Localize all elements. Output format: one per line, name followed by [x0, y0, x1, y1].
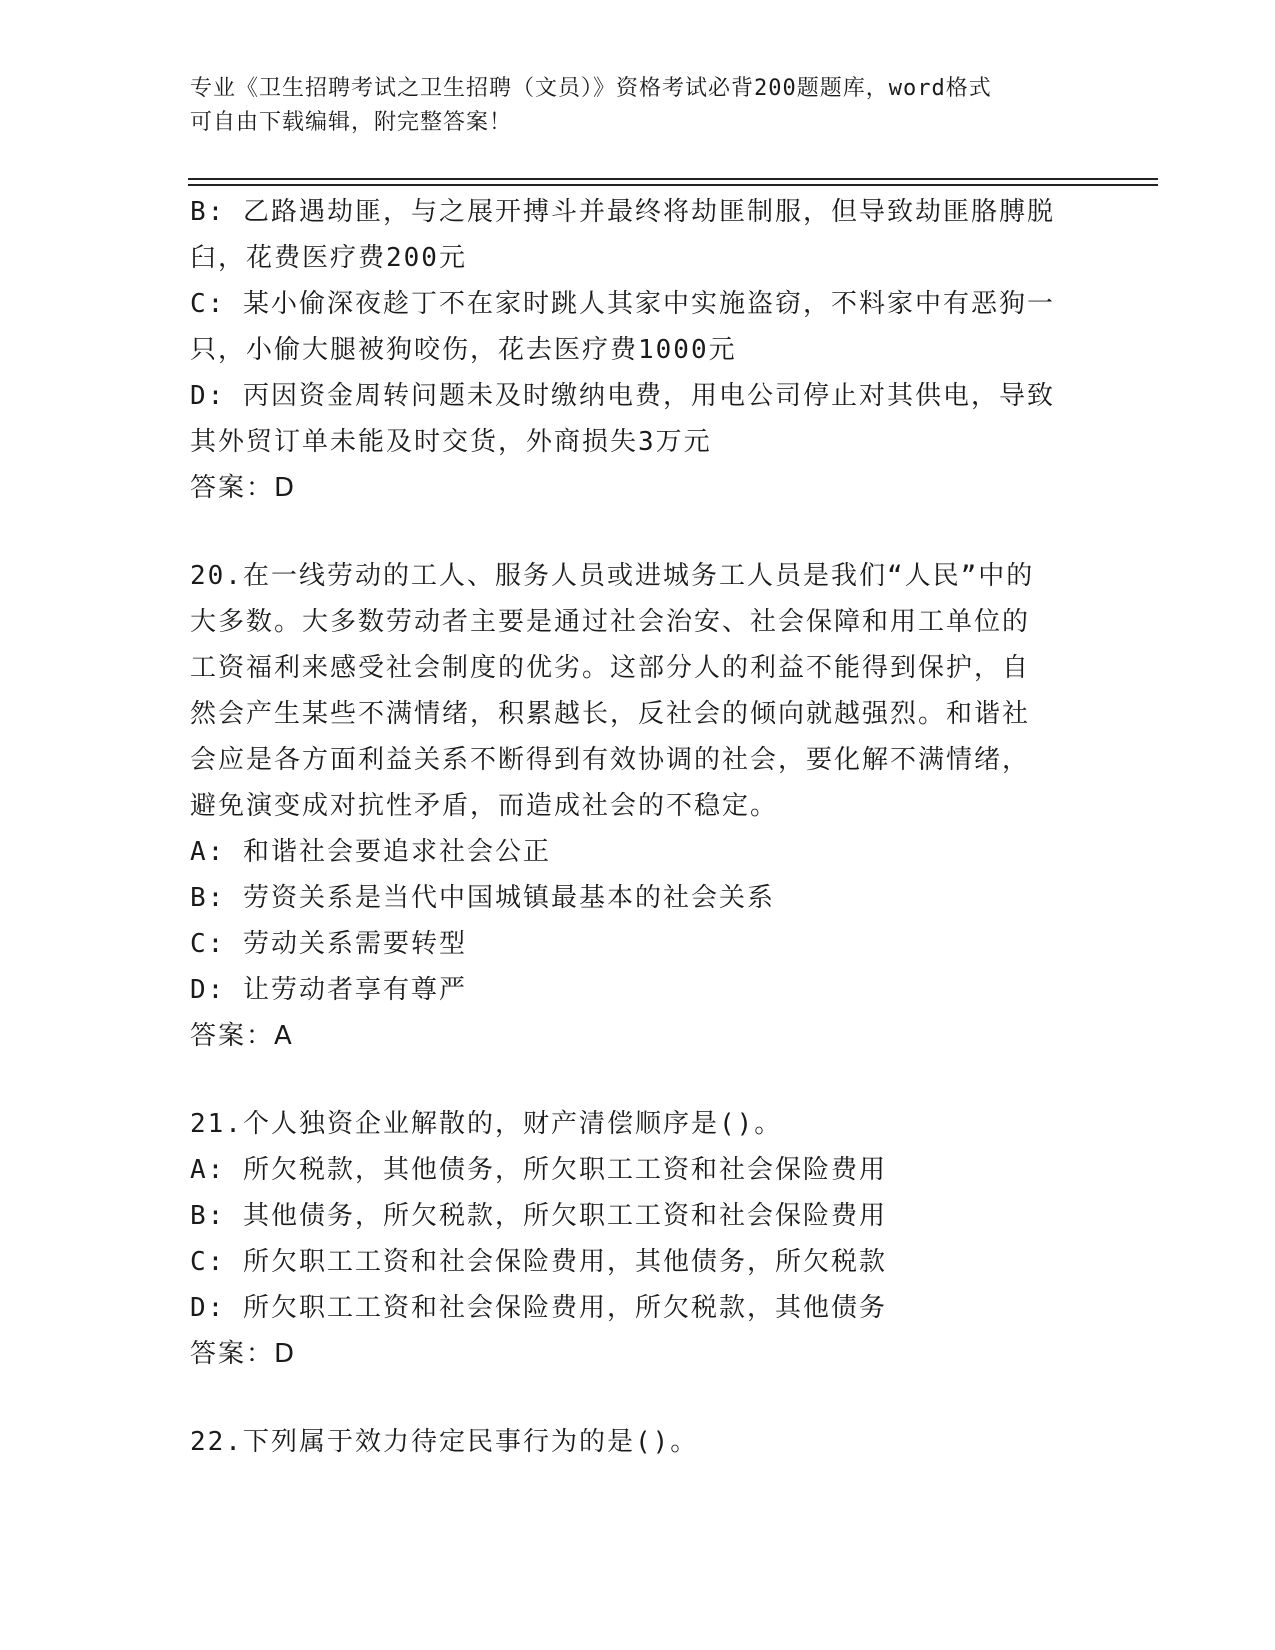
- question-21: [190, 1101, 1090, 1377]
- question-20-stem-line-5: 会应是各方面利益关系不断得到有效协调的社会，要化解不满情绪，: [190, 745, 1031, 775]
- question-20-stem-line-6: 避免演变成对抗性矛盾，而造成社会的不稳定。: [190, 791, 779, 821]
- question-20: [190, 553, 1090, 1059]
- option-c-line-1: C: 某小偷深夜趁丁不在家时跳人其家中实施盗窃，不料家中有恶狗一: [190, 289, 1055, 319]
- header-title-line-1: 专业《卫生招聘考试之卫生招聘（文员）》资格考试必背200题题库，word格式: [190, 76, 992, 101]
- option-c-line-2: 只，小偷大腿被狗咬伤，花去医疗费1000元: [190, 335, 737, 365]
- question-20-option-d: D: 让劳动者享有尊严: [190, 975, 467, 1005]
- question-22-stem: 22.下列属于效力待定民事行为的是()。: [190, 1427, 699, 1457]
- option-b-line-1: B: 乙路遇劫匪，与之展开搏斗并最终将劫匪制服，但导致劫匪胳膊脱: [190, 197, 1055, 227]
- option-b-line-2: 臼，花费医疗费200元: [190, 243, 467, 273]
- question-21-option-c: C: 所欠职工工资和社会保险费用，其他债务，所欠税款: [190, 1247, 887, 1277]
- spacer: [190, 511, 1090, 553]
- question-20-option-c: C: 劳动关系需要转型: [190, 929, 467, 959]
- question-content: [190, 189, 1090, 1465]
- header-title-line-2: 可自由下载编辑，附完整答案！: [190, 110, 513, 135]
- option-d-line-2: 其外贸订单未能及时交货，外商损失3万元: [190, 427, 712, 457]
- question-21-option-b: B: 其他债务，所欠税款，所欠职工工资和社会保险费用: [190, 1201, 887, 1231]
- question-20-stem-line-1: 20.在一线劳动的工人、服务人员或进城务工人员是我们“人民”中的: [190, 561, 1035, 591]
- answer-20: 答案：A: [190, 1021, 294, 1051]
- document-header: [190, 72, 1090, 140]
- question-21-stem: 21.个人独资企业解散的，财产清偿顺序是()。: [190, 1109, 783, 1139]
- question-20-stem-line-3: 工资福利来感受社会制度的优劣。这部分人的利益不能得到保护，自: [190, 653, 1031, 683]
- answer-21: 答案：D: [190, 1339, 297, 1369]
- question-20-option-a: A: 和谐社会要追求社会公正: [190, 837, 551, 867]
- question-20-stem-line-2: 大多数。大多数劳动者主要是通过社会治安、社会保障和用工单位的: [190, 607, 1031, 637]
- option-d-line-1: D: 丙因资金周转问题未及时缴纳电费，用电公司停止对其供电，导致: [190, 381, 1055, 411]
- question-19-options: [190, 189, 1090, 511]
- question-21-option-a: A: 所欠税款，其他债务，所欠职工工资和社会保险费用: [190, 1155, 887, 1185]
- question-22: [190, 1419, 1090, 1465]
- header-divider-bottom: [188, 184, 1158, 186]
- question-20-option-b: B: 劳资关系是当代中国城镇最基本的社会关系: [190, 883, 775, 913]
- spacer: [190, 1059, 1090, 1101]
- header-divider-top: [188, 178, 1158, 180]
- answer-19: 答案：D: [190, 473, 297, 503]
- question-20-stem-line-4: 然会产生某些不满情绪，积累越长，反社会的倾向就越强烈。和谐社: [190, 699, 1031, 729]
- question-21-option-d: D: 所欠职工工资和社会保险费用，所欠税款，其他债务: [190, 1293, 887, 1323]
- spacer: [190, 1377, 1090, 1419]
